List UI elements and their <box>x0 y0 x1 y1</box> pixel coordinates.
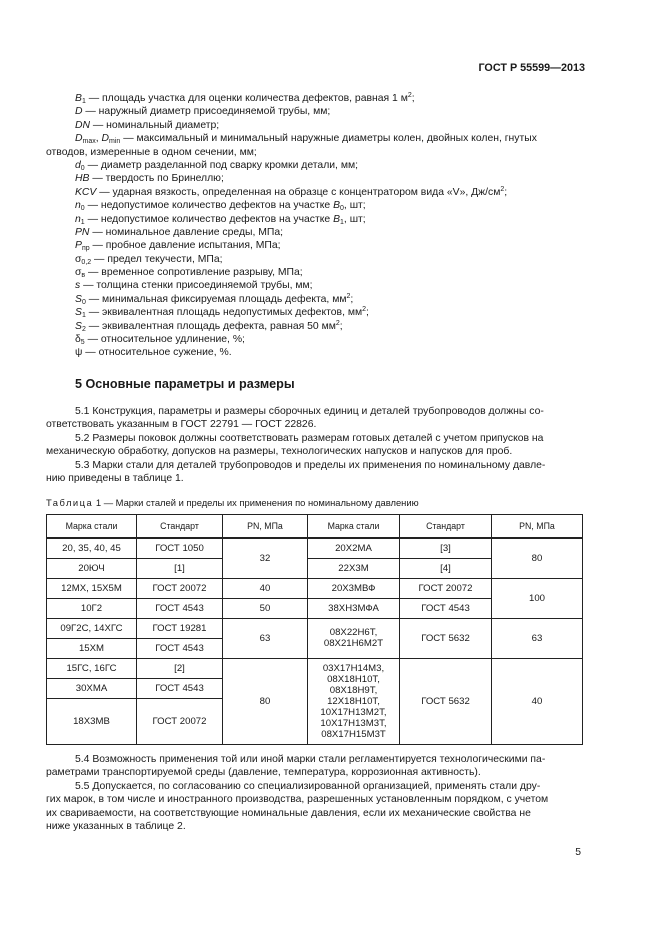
definition-line: $P_{пр}$ — пробное давление испытания, МПа; <box>75 240 281 253</box>
symbol-definitions <box>46 92 595 360</box>
column-header: Марка стали <box>47 515 137 539</box>
table-row: 30ХМА ГОСТ 4543 <box>47 678 583 698</box>
paragraph-5-5: 5.5 Допускается, по согласованию со специализированной организацией, применять стали дру- гих марок, в том числе и иностранного производства, разрешенных установленным порядком, с учетом их свариваемости, на соответствующие номинальные давления, если их механические свойства не ниже указанных в таблице 2. <box>46 781 549 833</box>
definition-line: ψ — относительное сужение, %. <box>75 347 232 359</box>
paragraph-5-1: 5.1 Конструкция, параметры и размеры сборочных единиц и деталей трубопроводов должны со- ответствовать указанным в ГОСТ 22791 — ГОСТ 22826. <box>46 406 544 431</box>
paragraph-5-4: 5.4 Возможность применения той или иной марки стали регламентируется технологическими па- раметрами транспортируемой среды (давление, температура, коррозионная активность). <box>46 754 546 779</box>
document-code: ГОСТ Р 55599—2013 <box>478 62 585 74</box>
definition-line: $n_1$ — недопустимое количество дефектов на участке $B_1$, шт; <box>75 213 366 226</box>
table-row: 18Х3МВ ГОСТ 20072 <box>47 698 583 744</box>
definition-line: s — толщина стенки присоединяемой трубы, мм; <box>75 280 313 292</box>
definition-line: отводов, измеренные в одном сечении, мм; <box>46 146 257 158</box>
column-header: Марка стали <box>308 515 400 539</box>
column-header: Стандарт <box>400 515 492 539</box>
table-header-row <box>47 515 583 539</box>
definition-line: $S_2$ — эквивалентная площадь дефекта, равная 50 $мм^2$; <box>75 319 343 333</box>
table-row: 15ГС, 16ГС [2] 80 03Х17Н14М3, 08Х18Н10Т, 08Х18Н9Т, 12Х18Н10Т, 10Х17Н13М2Т, 10Х17Н13М3Т, 08Х17Н15М3Т ГОСТ 5632 40 <box>47 658 583 678</box>
table-row: 20, 35, 40, 45 ГОСТ 1050 32 20Х2МА [3] 80 <box>47 538 583 558</box>
table-row: 12МХ, 15Х5М ГОСТ 20072 40 20Х3МВФ ГОСТ 20072 100 <box>47 578 583 598</box>
table-row: 15ХМ ГОСТ 4543 <box>47 638 583 658</box>
column-header: Стандарт <box>137 515 223 539</box>
paragraph-5-3: 5.3 Марки стали для деталей трубопроводов и пределы их применения по номинальному давле- нию приведены в таблице 1. <box>46 460 546 485</box>
column-header: PN, МПа <box>223 515 308 539</box>
table-caption: Таблица 1 — Марки сталей и пределы их применения по номинальному давлению <box>46 497 419 508</box>
definition-line: $d_0$ — диаметр разделанной под сварку кромки детали, мм; <box>75 159 359 172</box>
definition-line: DN — номинальный диаметр; <box>75 119 220 131</box>
definition-line: $\sigma_{0,2}$ — предел текучести, МПа; <box>75 253 223 266</box>
paragraph-5-2: 5.2 Размеры поковок должны соответствовать размерам готовых деталей с учетом припусков на механическую обработку, допусков на размеры, технологических напусков и напусков для проб. <box>46 433 544 458</box>
table-row: 20ЮЧ [1] 22Х3М [4] <box>47 558 583 578</box>
section-heading: 5 Основные параметры и размеры <box>75 377 295 391</box>
definition-line: $D_{max}$, $D_{min}$ — максимальный и минимальный наружные диаметры колен, двойных колен, гнутых <box>75 133 537 146</box>
definition-line: $S_1$ — эквивалентная площадь недопустимых дефектов, $мм^2$; <box>75 306 369 320</box>
steel-grades-table <box>46 514 583 745</box>
definition-line: $\delta_5$ — относительное удлинение, %; <box>75 334 245 347</box>
page-number: 5 <box>575 847 581 858</box>
definition-line: $n_0$ — недопустимое количество дефектов на участке $B_0$, шт; <box>75 200 366 213</box>
column-header: PN, МПа <box>492 515 583 539</box>
definition-line: HB — твердость по Бринеллю; <box>75 173 224 185</box>
definition-line: PN — номинальное давление среды, МПа; <box>75 226 284 238</box>
table-row: 09Г2С, 14ХГС ГОСТ 19281 63 08Х22Н6Т, 08Х21Н6М2Т ГОСТ 5632 63 <box>47 618 583 638</box>
definition-line: $\sigma_в$ — временное сопротивление разрыву, МПа; <box>75 267 303 280</box>
definition-line: $B_1$ — площадь участка для оценки количества дефектов, равная 1 $м^2$; <box>75 92 415 105</box>
definition-line: $S_0$ — минимальная фиксируемая площадь дефекта, $мм^2$; <box>75 292 354 306</box>
definition-line: D — наружный диаметр присоединяемой трубы, мм; <box>75 106 331 118</box>
definition-line: KCV — ударная вязкость, определенная на образце с концентратором вида «V», $Дж/см^2$; <box>75 185 508 198</box>
table-row: 10Г2 ГОСТ 4543 50 38ХН3МФА ГОСТ 4543 <box>47 598 583 618</box>
